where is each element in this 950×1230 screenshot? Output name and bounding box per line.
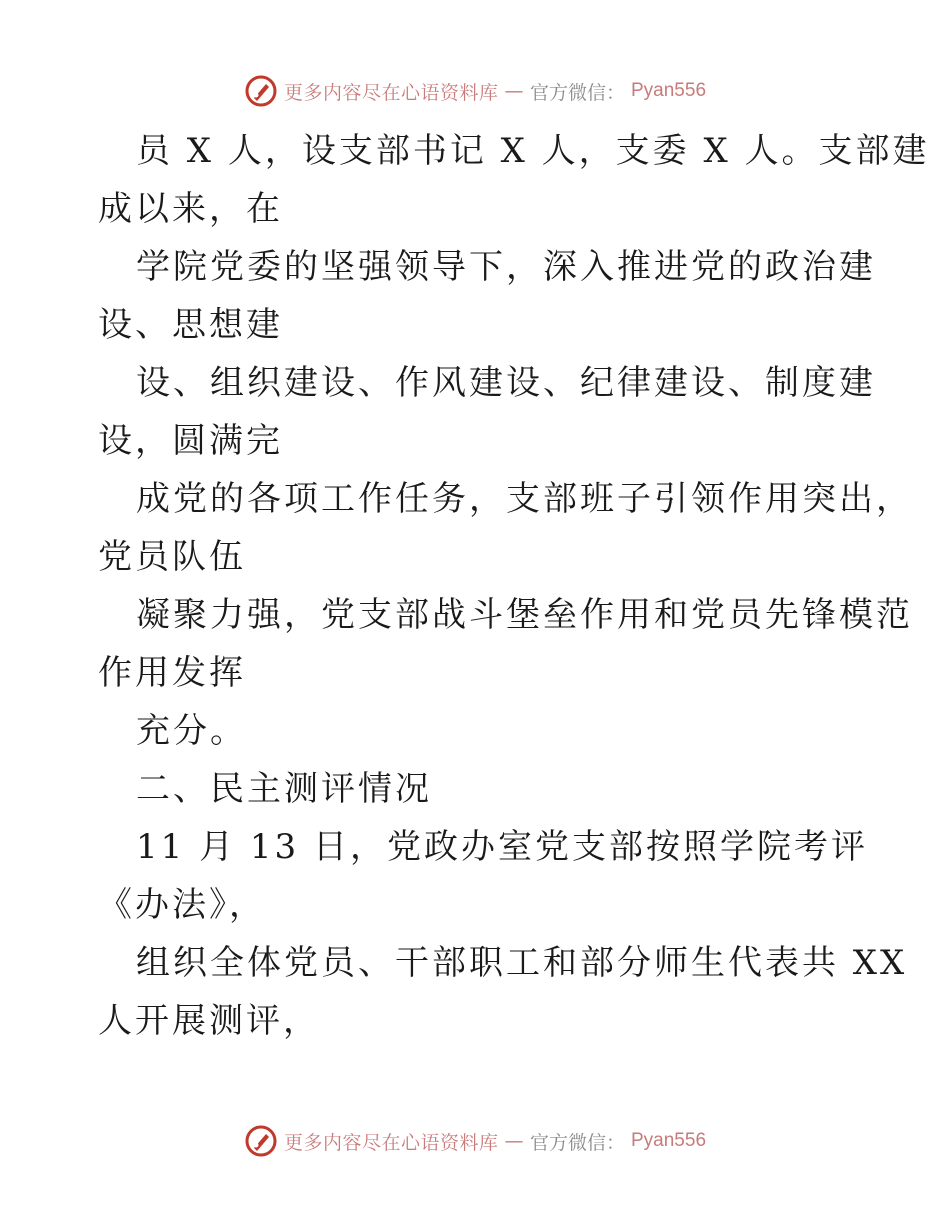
- body-text-line: 11 月 13 日，党政办室党支部按照学院考评: [136, 827, 868, 867]
- body-text-line: 设、思想建: [98, 305, 283, 345]
- watermark-wechat-id: Pyan556: [631, 80, 707, 101]
- watermark-text: 更多内容尽在心语资料库: [283, 1131, 499, 1154]
- body-text-line: 成党的各项工作任务，支部班子引领作用突出，: [136, 479, 913, 519]
- body-text-line: 成以来，在: [98, 189, 283, 229]
- watermark-separator: —: [504, 80, 524, 102]
- body-text-line: 《办法》，: [98, 885, 266, 925]
- body-text-line: 人开展测评，: [98, 1001, 320, 1041]
- footer-watermark: [0, 1124, 950, 1158]
- body-text-line: 凝聚力强，党支部战斗堡垒作用和党员先锋模范: [136, 595, 913, 635]
- body-text-line: 充分。: [136, 711, 247, 751]
- logo-icon: [244, 74, 278, 108]
- logo-icon: [244, 1124, 278, 1158]
- watermark-text: 更多内容尽在心语资料库: [283, 81, 499, 104]
- header-watermark: [0, 74, 950, 108]
- watermark-wechat-label: 官方微信：: [529, 1131, 625, 1154]
- body-text-line: 设、组织建设、作风建设、纪律建设、制度建: [136, 363, 876, 403]
- watermark-separator: —: [504, 1130, 524, 1152]
- body-text-line: 学院党委的坚强领导下，深入推进党的政治建: [136, 247, 876, 287]
- body-text-line: 员 X 人，设支部书记 X 人，支委 X 人。支部建: [136, 131, 930, 171]
- watermark-wechat-id: Pyan556: [631, 1130, 707, 1151]
- body-text-line: 党员队伍: [98, 537, 246, 577]
- document-body: [98, 122, 930, 1050]
- body-text-line: 设，圆满完: [98, 421, 283, 461]
- watermark-wechat-label: 官方微信：: [529, 81, 625, 104]
- body-text-line: 组织全体党员、干部职工和部分师生代表共 XX: [136, 943, 908, 983]
- body-text-line: 二、民主测评情况: [136, 769, 432, 809]
- body-text-line: 作用发挥: [98, 653, 246, 693]
